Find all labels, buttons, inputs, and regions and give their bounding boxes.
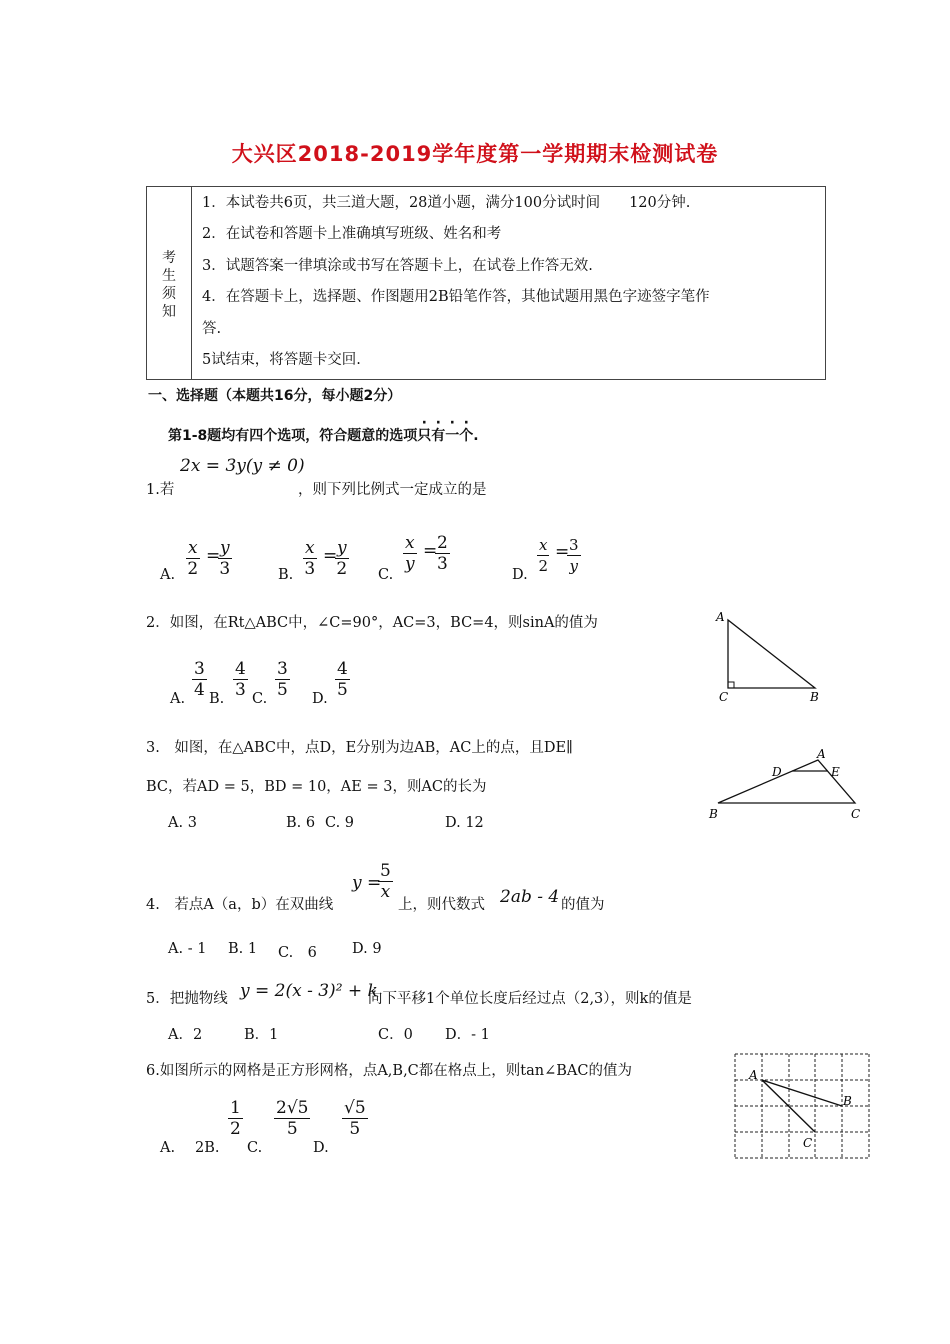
notice-line: 5试结束，将答题卡交回. <box>202 352 361 368</box>
q1-option-label: B. <box>278 567 294 583</box>
vertex-label-b: B <box>709 807 718 821</box>
q6-option-label: 2B. <box>195 1140 220 1156</box>
emphasis-char: 个 <box>459 428 474 444</box>
notice-side-char: 生 <box>162 268 176 284</box>
q4-expression: 2ab - 4 <box>500 887 560 907</box>
fraction: $\frac{3}{4}$ <box>194 659 205 700</box>
q3-option: A. 3 <box>168 815 197 831</box>
q5-option: C．0 <box>378 1027 413 1043</box>
q2-option-label: D. <box>312 691 328 707</box>
notice-line: 3．试题答案一律填涂或书写在答题卡上，在试卷上作答无效. <box>202 258 593 274</box>
fraction: $\frac{2√5}{5}$ <box>276 1098 309 1139</box>
fraction: $\frac{√5}{5}$ <box>344 1098 366 1139</box>
q1-option-label: C. <box>378 567 394 583</box>
fraction: $\frac{y}{3}$ <box>219 538 231 579</box>
q3-stem-line1: 3. 如图，在△ABC中，点D，E分别为边AB，AC上的点，且DE∥ <box>146 740 573 756</box>
notice-side-label <box>147 187 192 379</box>
q2-option-label: A. <box>170 691 186 707</box>
q2-stem: 2．如图，在Rt△ABC中，∠C=90°，AC=3，BC=4，则sinA的值为 <box>146 615 598 631</box>
notice-line: 4．在答题卡上，选择题、作图题用2B铅笔作答，其他试题用黑色字迹签字笔作 <box>202 289 710 305</box>
q6-option-label: C. <box>247 1140 263 1156</box>
notice-side-char: 知 <box>162 304 176 320</box>
q1-stem-suffix: ，则下列比例式一定成立的是 <box>298 482 487 498</box>
fraction: $\frac{2}{3}$ <box>437 533 448 574</box>
q5-expression: y = 2(x - 3)² + k <box>240 981 378 1001</box>
q1-stem-prefix: 1.若 <box>146 482 175 498</box>
q4-option: D. 9 <box>352 941 382 957</box>
triangle-abc <box>728 620 815 688</box>
q1-condition: 2x = 3y(y ≠ 0) <box>180 456 305 476</box>
fraction: $\frac{4}{5}$ <box>337 659 348 700</box>
page-title: 大兴区2018-2019学年度第一学期期末检测试卷 <box>231 142 719 166</box>
vertex-label-c: C <box>719 690 729 704</box>
equals-sign: = <box>206 546 221 566</box>
fraction: $\frac{5}{x}$ <box>380 861 391 902</box>
emphasis-char: 有 <box>431 428 446 444</box>
vertex-label-b: B <box>810 690 819 704</box>
fraction: $\frac{y}{2}$ <box>336 538 348 579</box>
vertex-label-d: D <box>772 765 782 779</box>
q4-option: C. 6 <box>278 945 317 961</box>
q5-option: D．- 1 <box>445 1027 490 1043</box>
q5-option: A．2 <box>168 1027 203 1043</box>
vertex-label-c: C <box>851 807 861 821</box>
q4-option: B. 1 <box>228 941 258 957</box>
q3-option: C. 9 <box>325 815 355 831</box>
q2-option-label: B. <box>209 691 225 707</box>
q5-stem-prefix: 5．把抛物线 <box>146 991 228 1007</box>
q1-option-label: D. <box>512 567 528 583</box>
exam-notice-box <box>146 186 826 380</box>
segment-ab <box>762 1080 842 1106</box>
q4-y-equals: y = <box>352 873 382 893</box>
equals-sign: = <box>555 542 570 562</box>
equals-sign: = <box>423 541 438 561</box>
q3-option: D. 12 <box>445 815 484 831</box>
q4-stem-suffix: 的值为 <box>561 897 605 913</box>
q2-right-triangle-figure <box>710 605 830 705</box>
notice-side-char: 考 <box>162 250 176 266</box>
fraction: $\frac{x}{y}$ <box>404 533 415 574</box>
fraction: $\frac{3}{5}$ <box>277 659 288 700</box>
emphasis-char: 一 <box>445 428 460 444</box>
intro-text: . <box>473 428 479 444</box>
vertex-label-a: A <box>817 747 826 761</box>
point-label-c: C <box>803 1136 813 1150</box>
notice-line: 1．本试卷共6页，共三道大题，28道小题，满分100分试时间 120分钟. <box>202 195 691 211</box>
q3-stem-line2: BC，若AD = 5，BD = 10，AE = 3，则AC的长为 <box>146 779 487 795</box>
q5-option: B．1 <box>244 1027 279 1043</box>
q6-option-label: D. <box>313 1140 329 1156</box>
q1-option-label: A. <box>160 567 176 583</box>
q6-stem: 6.如图所示的网格是正方形网格，点A,B,C都在格点上，则tan∠BAC的值为 <box>146 1063 632 1079</box>
q5-stem-suffix: 向下平移1个单位长度后经过点（2,3），则k的值是 <box>368 991 692 1007</box>
notice-line: 2．在试卷和答题卡上准确填写班级、姓名和考 <box>202 226 502 242</box>
fraction: $\frac{3}{y}$ <box>569 536 579 575</box>
vertex-label-e: E <box>831 765 840 779</box>
q3-option: B. 6 <box>286 815 316 831</box>
fraction: $\frac{x}{2}$ <box>538 536 548 575</box>
q6-option-label: A. <box>160 1140 176 1156</box>
right-angle-mark <box>728 682 734 688</box>
fraction: $\frac{x}{2}$ <box>187 538 199 579</box>
section-header: 一、选择题（本题共16分，每小题2分） <box>148 388 402 404</box>
q4-option: A. - 1 <box>168 941 207 957</box>
fraction: $\frac{4}{3}$ <box>235 659 246 700</box>
vertex-label-a: A <box>716 610 725 624</box>
notice-line: 答. <box>202 321 222 337</box>
intro-text: 第1-8题均有四个选项，符合题意的选项 <box>168 428 418 444</box>
q2-option-label: C. <box>252 691 268 707</box>
notice-side-char: 须 <box>162 286 176 302</box>
section-intro <box>168 425 479 445</box>
fraction: $\frac{1}{2}$ <box>230 1098 241 1139</box>
point-label-b: B <box>843 1094 852 1108</box>
q4-stem-middle: 上，则代数式 <box>398 897 485 913</box>
equals-sign: = <box>323 546 338 566</box>
point-label-a: A <box>749 1068 758 1082</box>
q6-grid-figure <box>733 1052 873 1164</box>
emphasis-char: 只 <box>417 428 432 444</box>
q3-triangle-figure <box>700 745 870 825</box>
q4-stem-prefix: 4. 若点A（a，b）在双曲线 <box>146 897 334 913</box>
fraction: $\frac{x}{3}$ <box>304 538 316 579</box>
